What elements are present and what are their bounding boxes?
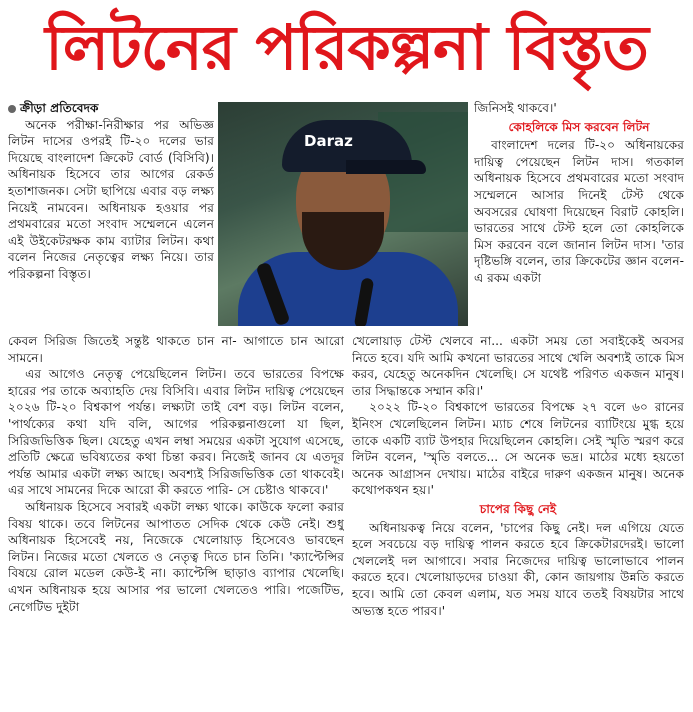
subheading: কোহলিকে মিস করবেন লিটন [508, 119, 650, 134]
paragraph: অনেক পরীক্ষা-নিরীক্ষার পর অভিজ্ঞ লিটন দাসের ওপরই টি-২০ দলের ভার দিয়েছে বাংলাদেশ ক্রিকেট বোর্ড (বিসিবি)। অধিনায়ক হিসেবে তার আগের রেকর্ড হতাশাজনক। সেটা ছাপিয়ে এবার বড় লক্ষ্য নিয়েই নামবেন। অধিনায়ক হওয়ার পর প্রথমবারের মতো সংবাদ সম্মেলনে এলেন এই উইকেটরক্ষক কাম ব্যাটার লিটন। কথা বলেন নিজের নেতৃত্বের লক্ষ্য নিয়ে। তার পরিকল্পনা বিস্তৃত। [8, 117, 214, 281]
paragraph: কেবল সিরিজ জিতেই সন্তুষ্ট থাকতে চান না- আগাতে চান আরো সামনে। [8, 334, 344, 365]
byline: ক্রীড়া প্রতিবেদক [8, 100, 214, 117]
article-column-right [474, 100, 684, 332]
article-column-lower-right [352, 333, 684, 708]
article-column-lower-left [8, 333, 344, 708]
paragraph: অধিনায়ক হিসেবে সবারই একটা লক্ষ্য থাকে। কাউকে ফলো করার বিষয় থাকে। তবে লিটনের আপাতত সেদিক থেকে কেউ নেই। শুধু অধিনায়ক হিসেবেই নয়, নিজেকে খেলোয়াড় হিসেবেও ভাবছেন লিটন। নিজের মতো খেলতে ও নেতৃত্ব দিতে চান তিনি। 'ক্যাপ্টেন্সির বিষয়ে রোল মডেল কেউ-ই না। ক্যাপ্টেন্সি ছাড়াও ব্যাপার খেলেছি। এখন অধিনায়ক হয়ে আসার পর ভালো খেলতেও পারি। পজেটিভ, নেগেটিভ দুইটা [8, 499, 344, 614]
paragraph: অধিনায়কত্ব নিয়ে বলেন, 'চাপের কিছু নেই। দল এগিয়ে যেতে হলে সবচেয়ে বড় দায়িত্ব পালন করতে হবে ক্রিকেটারদেরই। ভালো খেললেই দল আগাবে। সবার নিজেদের দায়িত্ব ভালোভাবে পালন করতে হবে। খেলোয়াড়দের চাওয়া কী, কোন জায়গায় উন্নতি করতে হবে। আমি তো কেবল এলাম, যত সময় যাবে ততই বিষয়টার সাথে অভ্যস্ত হতে পারব।' [352, 520, 684, 618]
headline: লিটনের পরিকল্পনা বিস্তৃত [45, 11, 648, 84]
paragraph: এর আগেও নেতৃত্ব পেয়েছিলেন লিটন। তবে ভারতের বিপক্ষে হারের পর তাকে অব্যাহতি দেয় বিসিবি। এবার লিটন দায়িত্ব পেয়েছেন ২০২৬ টি-২০ বিশ্বকাপ পর্যন্ত। লক্ষ্যটা তাই বেশ বড়। লিটন বলেন, 'পার্থক্যের কথা যদি বলি, আগের পরিকল্পনাগুলো যা ছিল, সিরিজভিত্তিক ছিল। যেহেতু এখন লম্বা সময়ের একটা সুযোগ এসেছে, প্রতিটি ক্ষেত্রে ভবিষ্যতের কথা চিন্তা করব। নিজেই জানব যে এতদূর পর্যন্ত আমার একটা লক্ষ্য আছে। অবশ্যই সিরিজভিত্তিক তো থাকবেই। এর সাথে সামনের দিকে আরো কী করতে পারি- সে চেষ্টাও থাকবে।' [8, 367, 344, 498]
paragraph: ২০২২ টি-২০ বিশ্বকাপে ভারতের বিপক্ষে ২৭ বলে ৬০ রানের ইনিংস খেলেছিলেন লিটন। ম্যাচ শেষে লিটনের ব্যাটিংয়ে মুগ্ধ হয়ে তাকে একটি ব্যাট উপহার দিয়েছিলেন কোহলি। সেই স্মৃতি স্মরণ করে লিটন বলেন, 'স্মৃতি বলতে... সে অনেক ভদ্র। মাঠের মধ্যে হয়তো অনেক আগ্রাসন দেখায়। মাঠের বাইরে দারুণ একজন মানুষ। অনেক কথোপকথন হয়।' [352, 400, 684, 498]
subheading: চাপের কিছু নেই [479, 501, 557, 516]
paragraph: বাংলাদেশ দলের টি-২০ অধিনায়কের দায়িত্ব পেয়েছেন লিটন দাস। গতকাল অধিনায়ক হিসেবে প্রথমবারের মতো সংবাদ সম্মেলনে আসার দিনেই টেস্ট থেকে অবসরের ঘোষণা দিয়েছেন বিরাট কোহলি। ভারতের সাথে টেস্ট হলে তো কোহলিকে মিস করবেন বলে জানান লিটন দাস। 'তার দৃষ্টিভঙ্গি বলেন, তার ক্রিকেটের জ্ঞান বলেন- এ রকম একটা [474, 138, 684, 285]
player-photo [218, 102, 468, 326]
paragraph: খেলোয়াড় টেস্ট খেলবে না... একটা সময় তো সবাইকেই অবসর নিতে হবে। যদি আমি কখনো ভারতের সাথে খেলি অবশ্যই তাকে মিস করব, যেহেতু অনেকদিন খেলেছি। সে যথেষ্ট পরিণত একজন মানুষ। তার সিদ্ধান্তকে সম্মান করি।' [352, 334, 684, 398]
cap-brim [346, 160, 426, 174]
cap-logo: Daraz [304, 132, 353, 150]
bullet-icon [8, 105, 16, 113]
article-column-left [8, 100, 214, 332]
paragraph: জিনিসই থাকবে।' [474, 101, 557, 115]
